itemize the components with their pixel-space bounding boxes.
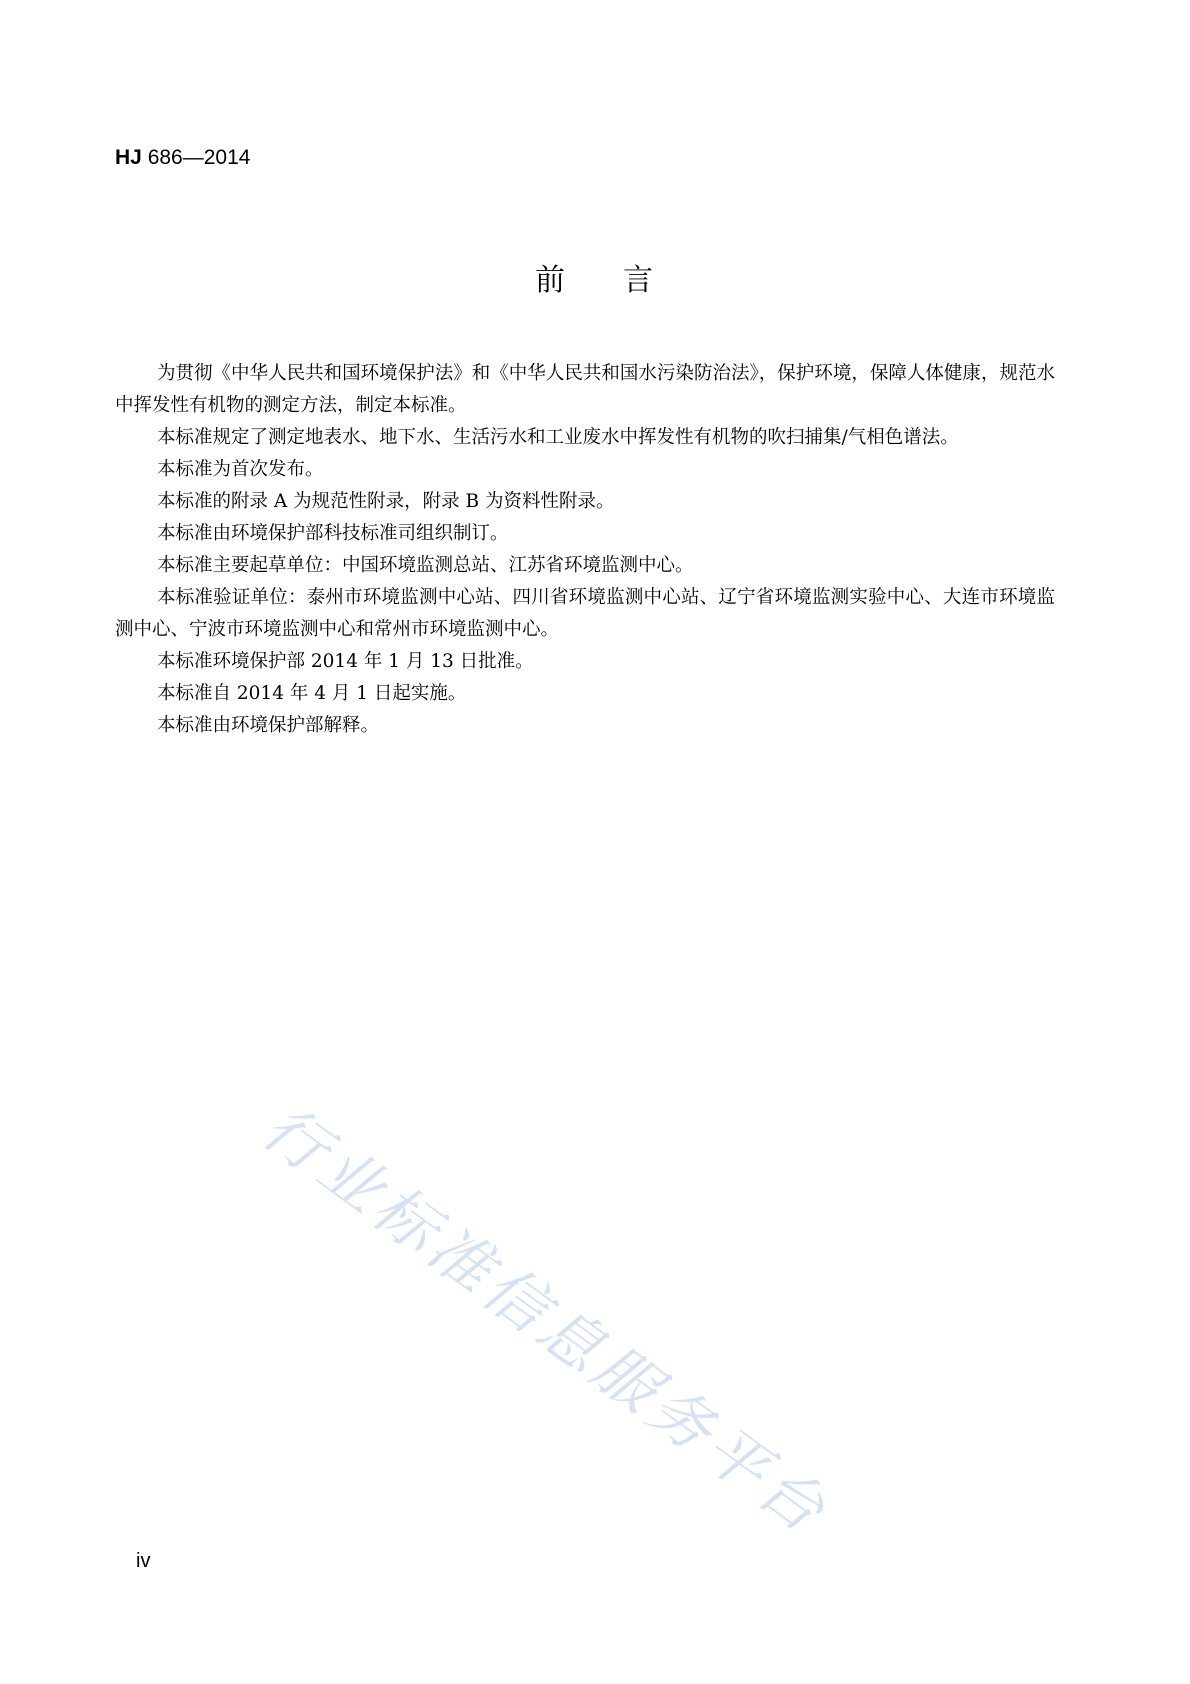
- page-title: [0, 262, 1190, 300]
- foreword-paragraph: 本标准自 2014 年 4 月 1 日起实施。: [157, 683, 467, 704]
- foreword-paragraph: 本标准规定了测定地表水、地下水、生活污水和工业废水中挥发性有机物的吹扫捕集/气相色谱法。: [157, 427, 959, 448]
- foreword-body: [115, 358, 1055, 742]
- foreword-paragraph: 本标准由环境保护部解释。: [157, 715, 380, 736]
- foreword-paragraph: 本标准环境保护部 2014 年 1 月 13 日批准。: [157, 651, 534, 672]
- foreword-paragraph: 为贯彻《中华人民共和国环境保护法》和《中华人民共和国水污染防治法》，保护环境，保障人体健康，规范水中挥发性有机物的测定方法，制定本标准。: [115, 363, 1055, 416]
- standard-code-number: 686—2014: [147, 146, 251, 169]
- page-number: iv: [136, 1550, 151, 1572]
- standard-code-prefix: HJ: [115, 146, 142, 169]
- foreword-paragraph: 本标准为首次发布。: [157, 459, 324, 480]
- watermark: 行业标准信息服务平台: [249, 1090, 843, 1550]
- foreword-paragraph: 本标准的附录 A 为规范性附录，附录 B 为资料性附录。: [157, 491, 615, 512]
- foreword-paragraph: 本标准主要起草单位：中国环境监测总站、江苏省环境监测中心。: [157, 555, 694, 576]
- foreword-paragraph: 本标准由环境保护部科技标准司组织制订。: [157, 523, 509, 544]
- foreword-paragraph: 本标准验证单位：泰州市环境监测中心站、四川省环境监测中心站、辽宁省环境监测实验中心、大连市环境监测中心、宁波市环境监测中心和常州市环境监测中心。: [115, 587, 1055, 640]
- page-title-char-1: 前: [535, 263, 567, 298]
- page-title-char-2: 言: [623, 263, 655, 298]
- standard-code: [115, 145, 250, 171]
